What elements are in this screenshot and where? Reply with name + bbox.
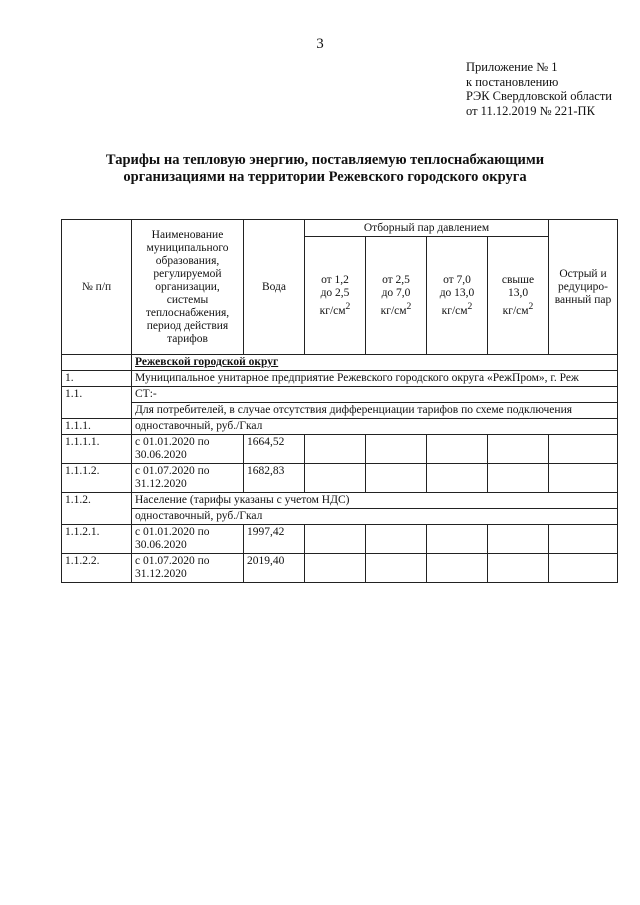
tariff-type: одноставочный, руб./Гкал [132,419,618,435]
row-number: 1.1.2.1. [62,525,132,554]
table-row [62,371,618,387]
appendix-line-4: от 11.12.2019 № 221-ПК [466,103,595,118]
tariff-table [61,219,618,583]
table-row [62,355,618,371]
header-water: Вода [244,220,305,355]
header-pressure-1: от 1,2 до 2,5 $кг/см^2$ [305,237,366,355]
organization-name: Муниципальное унитарное предприятие Режевского городского округа «РежПром», г. Реж [132,371,618,387]
tariff-period: с 01.07.2020 по 31.12.2020 [132,464,244,493]
header-pressure-3: от 7,0 до 13,0 $кг/см^2$ [427,237,488,355]
title-line-2: организациями на территории Режевского городского округа [123,169,527,185]
water-tariff: 1664,52 [244,435,305,464]
system-label: СТ:- [132,387,618,403]
row-number: 1.1.1. [62,419,132,435]
appendix-line-1: Приложение № 1 [466,60,558,74]
consumer-group: Население (тарифы указаны с учетом НДС) [132,493,618,509]
header-sharp-steam: Острый и редуциро-ванный пар [549,220,618,355]
header-pressure-2: от 2,5 до 7,0 $кг/см^2$ [366,237,427,355]
page-number: 3 [316,36,324,52]
table-row [62,403,618,419]
row-number: 1.1.2. [62,493,132,525]
table-row [62,387,618,403]
header-name: Наименование муниципального образования, регулируемой организации, системы теплоснабжения, период действия тарифов [132,220,244,355]
document-title [80,152,570,186]
table-row [62,464,618,493]
header-number: № п/п [62,220,132,355]
row-number: 1.1.1.2. [62,464,132,493]
section-title: Режевской городской округ [132,355,618,371]
row-number: 1. [62,371,132,387]
tariff-type: одноставочный, руб./Гкал [132,509,618,525]
consumer-group: Для потребителей, в случае отсутствия дифференциации тарифов по схеме подключения [132,403,618,419]
tariff-period: с 01.07.2020 по 31.12.2020 [132,554,244,583]
tariff-period: с 01.01.2020 по 30.06.2020 [132,435,244,464]
row-number: 1.1.2.2. [62,554,132,583]
table-row [62,525,618,554]
table-row [62,554,618,583]
water-tariff: 1997,42 [244,525,305,554]
tariff-period: с 01.01.2020 по 30.06.2020 [132,525,244,554]
table-row [62,435,618,464]
header-steam-group: Отборный пар давлением [305,220,549,237]
appendix-block [466,60,612,118]
water-tariff: 1682,83 [244,464,305,493]
row-number: 1.1.1.1. [62,435,132,464]
appendix-line-2: к постановлению [466,74,559,89]
header-pressure-4: свыше 13,0 $кг/см^2$ [488,237,549,355]
table-row [62,493,618,509]
row-number: 1.1. [62,387,132,419]
title-line-1: Тарифы на тепловую энергию, поставляемую теплоснабжающими [105,152,545,168]
table-row [62,419,618,435]
water-tariff: 2019,40 [244,554,305,583]
table-row [62,509,618,525]
appendix-line-3: РЭК Свердловской области [466,89,612,103]
